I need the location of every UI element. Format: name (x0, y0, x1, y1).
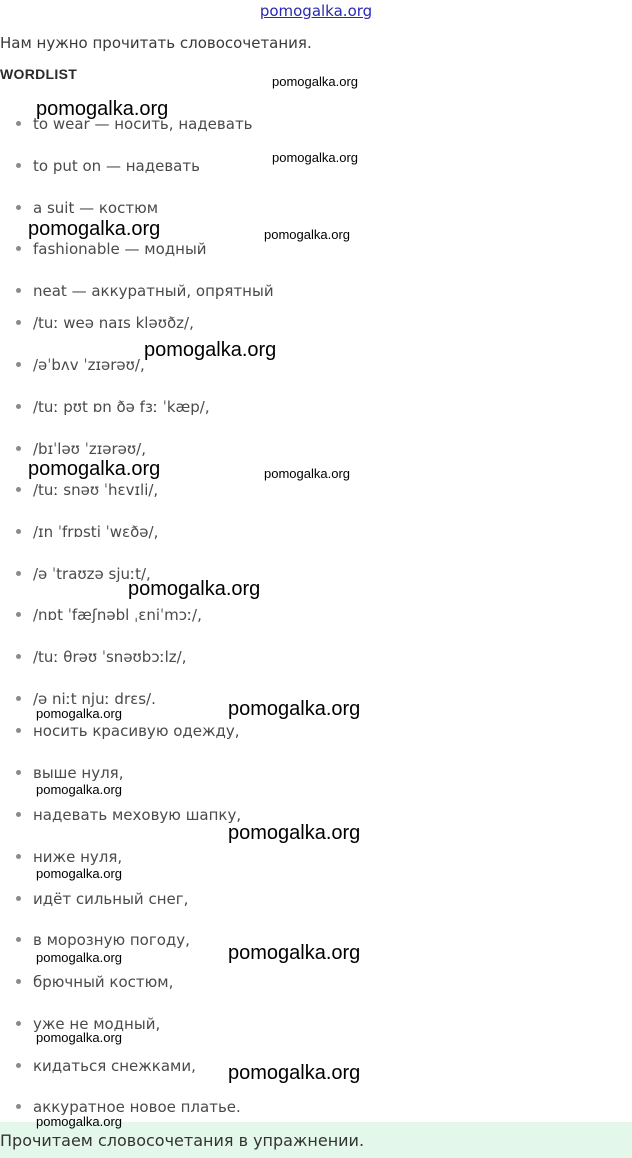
watermark: pomogalka.org (36, 1114, 122, 1129)
list-item-text: /tuː pʊt ɒn ðə fɜː ˈkæp/, (33, 398, 210, 416)
list-item (16, 606, 202, 624)
list-item-text: аккуратное новое платье. (33, 1098, 241, 1116)
bullet-icon (16, 404, 21, 409)
bullet-icon (16, 205, 21, 210)
list-item-text: надевать меховую шапку, (33, 806, 242, 824)
watermark: pomogalka.org (272, 74, 358, 89)
header-watermark[interactable]: pomogalka.org (259, 2, 373, 20)
watermark: pomogalka.org (272, 150, 358, 165)
list-item (16, 648, 187, 666)
bullet-icon (16, 854, 21, 859)
list-item-text: в морозную погоду, (33, 931, 190, 949)
list-item-text: to wear — носить, надевать (33, 115, 253, 133)
intro-text: Нам нужно прочитать словосочетания. (0, 34, 312, 52)
list-item (16, 157, 200, 175)
watermark: pomogalka.org (28, 458, 161, 480)
list-item-text: брючный костюм, (33, 973, 174, 991)
watermark: pomogalka.org (28, 218, 161, 240)
watermark: pomogalka.org (36, 706, 122, 721)
list-item-text: to put on — надевать (33, 157, 200, 175)
bullet-icon (16, 571, 21, 576)
bullet-icon (16, 770, 21, 775)
bullet-icon (16, 121, 21, 126)
bullet-icon (16, 288, 21, 293)
bullet-icon (16, 487, 21, 492)
list-item-text: /bɪˈləʊ ˈzɪərəʊ/, (33, 440, 146, 458)
list-item-text: neat — аккуратный, опрятный (33, 282, 274, 300)
wordlist-title: WORDLIST (0, 66, 78, 82)
bullet-icon (16, 1104, 21, 1109)
bullet-icon (16, 612, 21, 617)
list-item (16, 931, 190, 949)
watermark: pomogalka.org (228, 822, 361, 844)
list-item (16, 199, 158, 217)
bullet-icon (16, 937, 21, 942)
watermark: pomogalka.org (36, 950, 122, 965)
footer-text: Прочитаем словосочетания в упражнении. (0, 1131, 365, 1150)
list-item (16, 1057, 196, 1075)
list-item (16, 240, 207, 258)
list-item-text: fashionable — модный (33, 240, 207, 258)
watermark: pomogalka.org (228, 698, 361, 720)
bullet-icon (16, 529, 21, 534)
watermark: pomogalka.org (36, 98, 169, 120)
list-item-text: a suit — костюм (33, 199, 159, 217)
list-item (16, 523, 158, 541)
bullet-icon (16, 896, 21, 901)
watermark: pomogalka.org (36, 866, 122, 881)
bullet-icon (16, 696, 21, 701)
list-item-text: /tuː θrəʊ ˈsnəʊbɔːlz/, (33, 648, 187, 666)
list-item-text: /nɒt ˈfæʃnəbl ˌɛniˈmɔː/, (33, 606, 202, 624)
list-item (16, 440, 146, 458)
list-item (16, 848, 122, 866)
watermark: pomogalka.org (228, 942, 361, 964)
list-item-text: носить красивую одежду, (33, 722, 240, 740)
bullet-icon (16, 812, 21, 817)
list-item-text: /ə ˈtraʊzə sjuːt/, (33, 565, 151, 583)
watermark: pomogalka.org (36, 1030, 122, 1045)
list-item (16, 722, 240, 740)
list-item-text: /tuː weə naɪs kləʊðz/, (33, 314, 194, 332)
bullet-icon (16, 1063, 21, 1068)
bullet-icon (16, 979, 21, 984)
list-item-text: ниже нуля, (33, 848, 123, 866)
list-item-text: кидаться снежками, (33, 1057, 196, 1075)
list-item (16, 890, 188, 908)
bullet-icon (16, 320, 21, 325)
list-item-text: /əˈbʌv ˈzɪərəʊ/, (33, 356, 145, 374)
list-item-text: /ə niːt njuː drɛs/. (33, 690, 156, 708)
watermark: pomogalka.org (128, 578, 261, 600)
list-item (16, 806, 241, 824)
list-item (16, 398, 210, 416)
list-item (16, 764, 123, 782)
list-item (16, 314, 194, 332)
bullet-icon (16, 163, 21, 168)
list-item-text: уже не модный, (33, 1015, 161, 1033)
list-item-text: /ɪn ˈfrɒsti ˈwɛðə/, (33, 523, 159, 541)
list-item (16, 973, 173, 991)
bullet-icon (16, 1021, 21, 1026)
bullet-icon (16, 246, 21, 251)
list-item-text: /tuː snəʊ ˈhɛvɪli/, (33, 481, 159, 499)
bullet-icon (16, 654, 21, 659)
list-item (16, 481, 158, 499)
bullet-icon (16, 446, 21, 451)
watermark: pomogalka.org (264, 227, 350, 242)
list-item-text: идёт сильный снег, (33, 890, 189, 908)
watermark: pomogalka.org (36, 782, 122, 797)
watermark: pomogalka.org (144, 339, 277, 361)
watermark: pomogalka.org (228, 1062, 361, 1084)
watermark: pomogalka.org (264, 466, 350, 481)
list-item (16, 356, 145, 374)
bullet-icon (16, 362, 21, 367)
list-item-text: выше нуля, (33, 764, 124, 782)
list-item (16, 282, 274, 300)
bullet-icon (16, 728, 21, 733)
